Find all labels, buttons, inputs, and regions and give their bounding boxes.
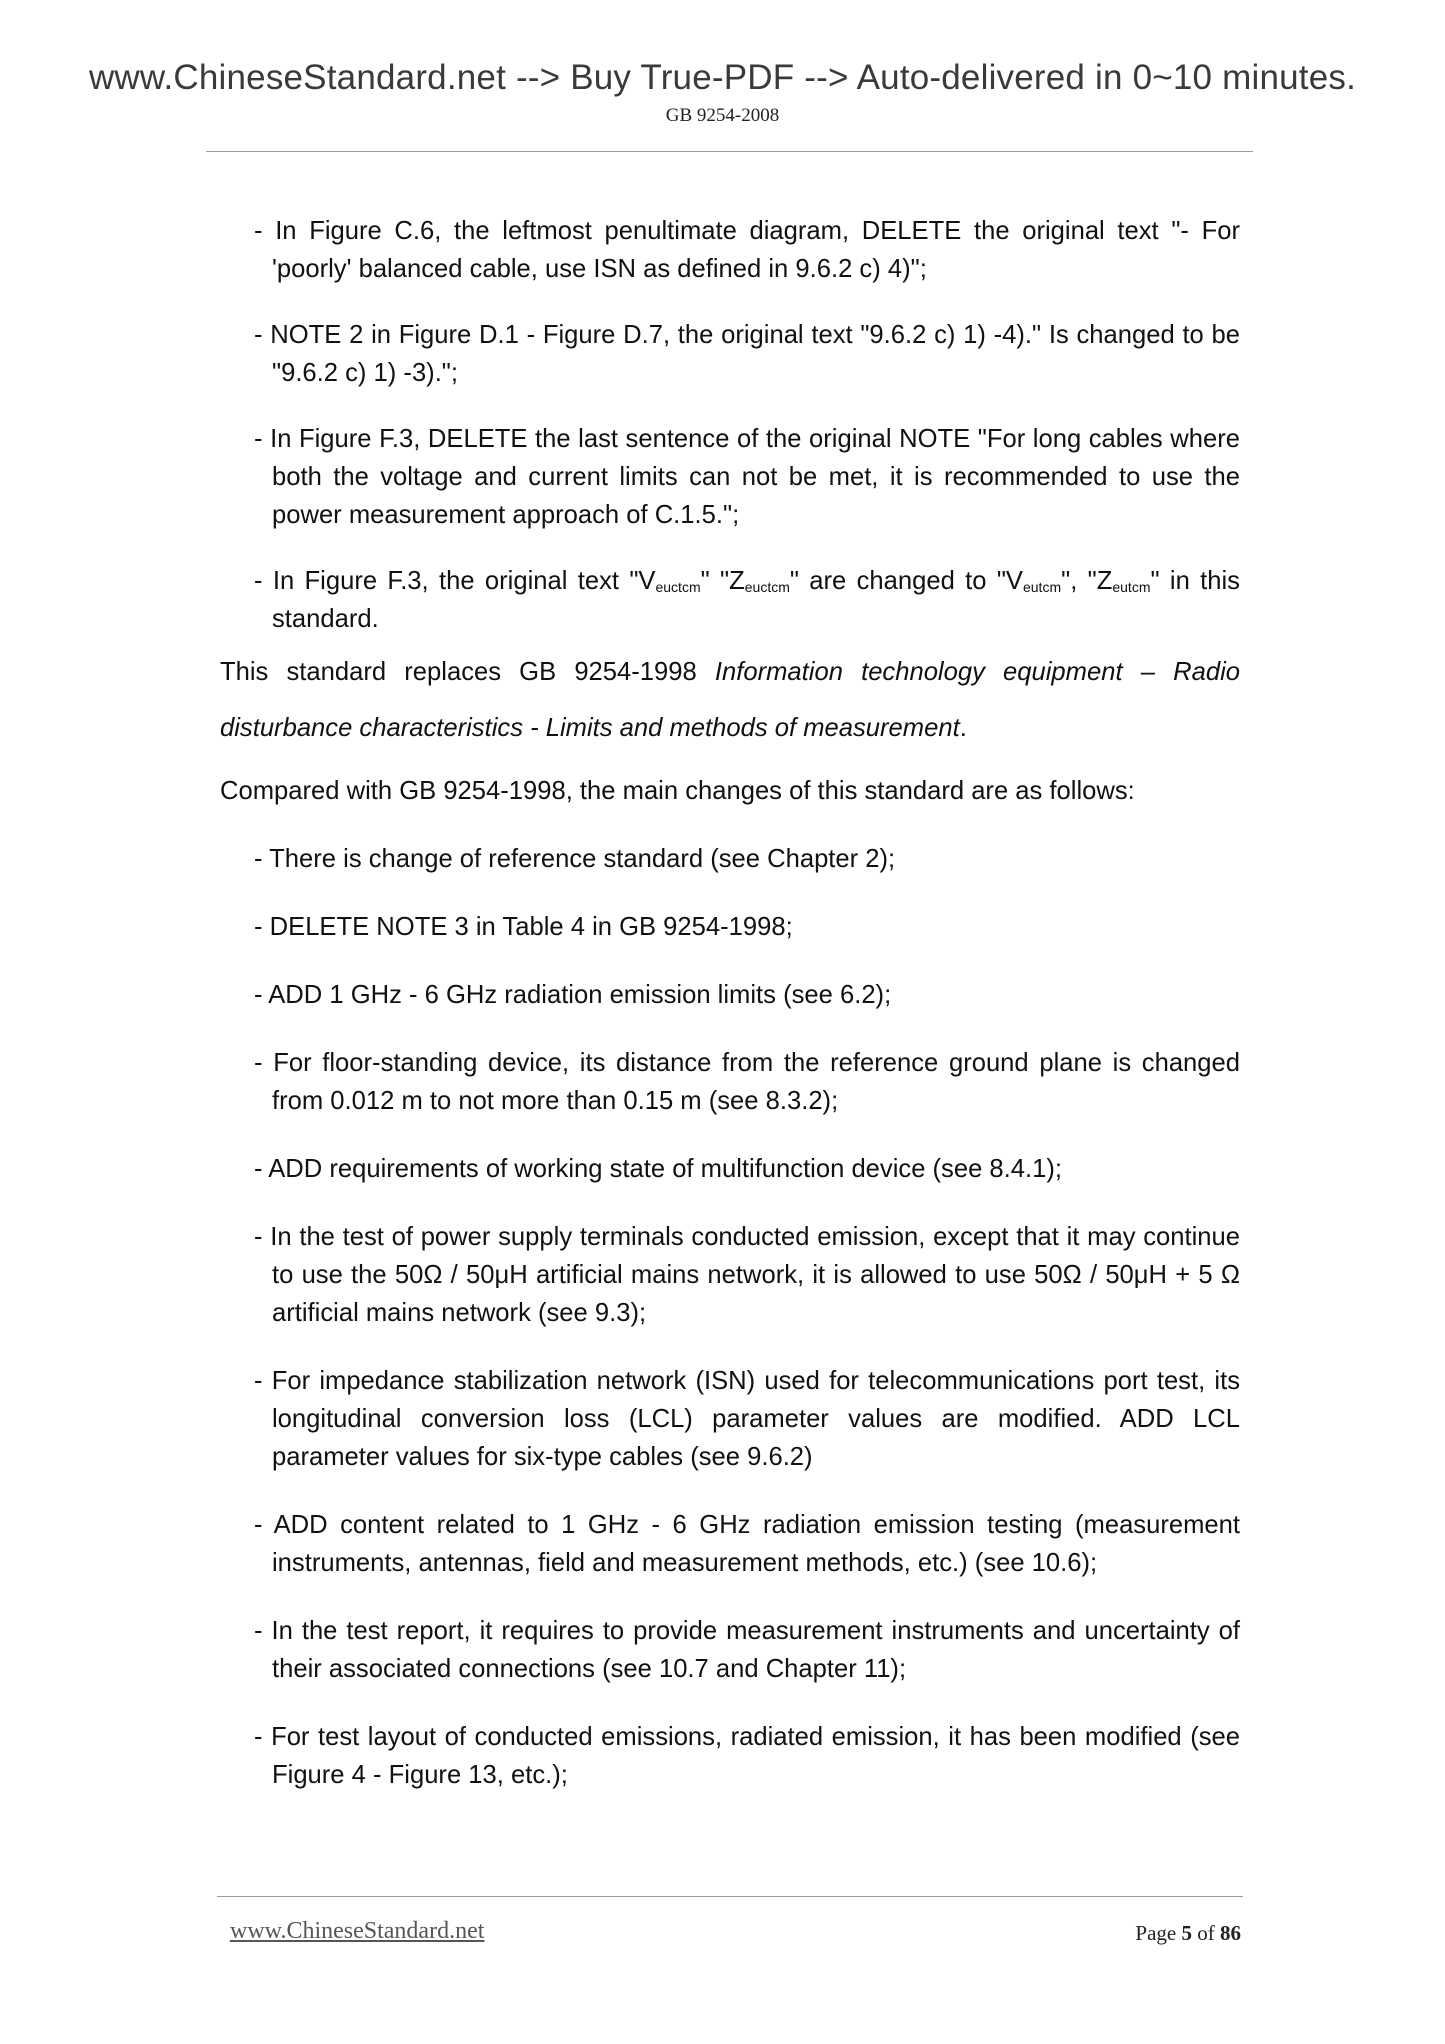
change-item: - In the test of power supply terminals conducted emission, except that it may continue to use the 50Ω / 50μH artificial mains network, it is allowed to use 50Ω / 50μH + 5 Ω artificial mains network (see 9.3);	[254, 1223, 1240, 1327]
promo-banner[interactable]: www.ChineseStandard.net --> Buy True-PDF --> Auto-delivered in 0~10 minutes.	[88, 58, 1357, 97]
replaces-statement: This standard replaces GB 9254-1998 Information technology equipment – Radio disturbance characteristics - Limits and methods of measurement.	[220, 658, 1240, 742]
change-item: - ADD requirements of working state of multifunction device (see 8.4.1);	[254, 1155, 1062, 1183]
footer-divider	[217, 1896, 1243, 1897]
change-item: - DELETE NOTE 3 in Table 4 in GB 9254-1998;	[254, 913, 793, 941]
change-item: - ADD content related to 1 GHz - 6 GHz radiation emission testing (measurement instruments, antennas, field and measurement methods, etc.) (see 10.6);	[254, 1511, 1240, 1577]
figure-f3-symbol-change: - In Figure F.3, the original text "$V_{euctcm}$" "$Z_{euctcm}$" are changed to "$V_{eutcm}$", "$Z_{eutcm}$" in this standard.	[254, 567, 1240, 633]
page-indicator: Page 5 of 86	[1135, 1921, 1241, 1945]
change-item: - There is change of reference standard (see Chapter 2);	[254, 845, 896, 873]
change-item: - For floor-standing device, its distance from the reference ground plane is changed from 0.012 m to not more than 0.15 m (see 8.3.2);	[254, 1049, 1240, 1115]
footer-site-link[interactable]: www.ChineseStandard.net	[230, 1918, 485, 1944]
figure-c6-change: - In Figure C.6, the leftmost penultimate diagram, DELETE the original text "- For 'poorly' balanced cable, use ISN as defined in 9.6.2 c) 4)";	[254, 217, 1240, 283]
figure-d-note-change: - NOTE 2 in Figure D.1 - Figure D.7, the original text "9.6.2 c) 1) -4)." Is changed to be "9.6.2 c) 1) -3).";	[254, 321, 1240, 387]
standard-code: GB 9254-2008	[665, 105, 780, 126]
change-item: - For impedance stabilization network (ISN) used for telecommunications port test, its longitudinal conversion loss (LCL) parameter values are modified. ADD LCL parameter values for six-type cables (see 9.6.2)	[254, 1367, 1240, 1471]
document-body	[220, 212, 1240, 1794]
replaced-standard-title: Information technology equipment – Radio disturbance characteristics - Limits and methods of measurement	[220, 658, 1240, 742]
header-divider	[206, 151, 1253, 152]
change-item: - ADD 1 GHz - 6 GHz radiation emission limits (see 6.2);	[254, 981, 892, 1009]
change-item: - For test layout of conducted emissions, radiated emission, it has been modified (see Figure 4 - Figure 13, etc.);	[254, 1723, 1240, 1789]
change-item: - In the test report, it requires to provide measurement instruments and uncertainty of their associated connections (see 10.7 and Chapter 11);	[254, 1617, 1240, 1683]
figure-f3-note-change: - In Figure F.3, DELETE the last sentence of the original NOTE "For long cables where both the voltage and current limits can not be met, it is recommended to use the power measurement approach of C.1.5.";	[254, 425, 1240, 529]
compared-intro: Compared with GB 9254-1998, the main changes of this standard are as follows:	[220, 777, 1135, 805]
